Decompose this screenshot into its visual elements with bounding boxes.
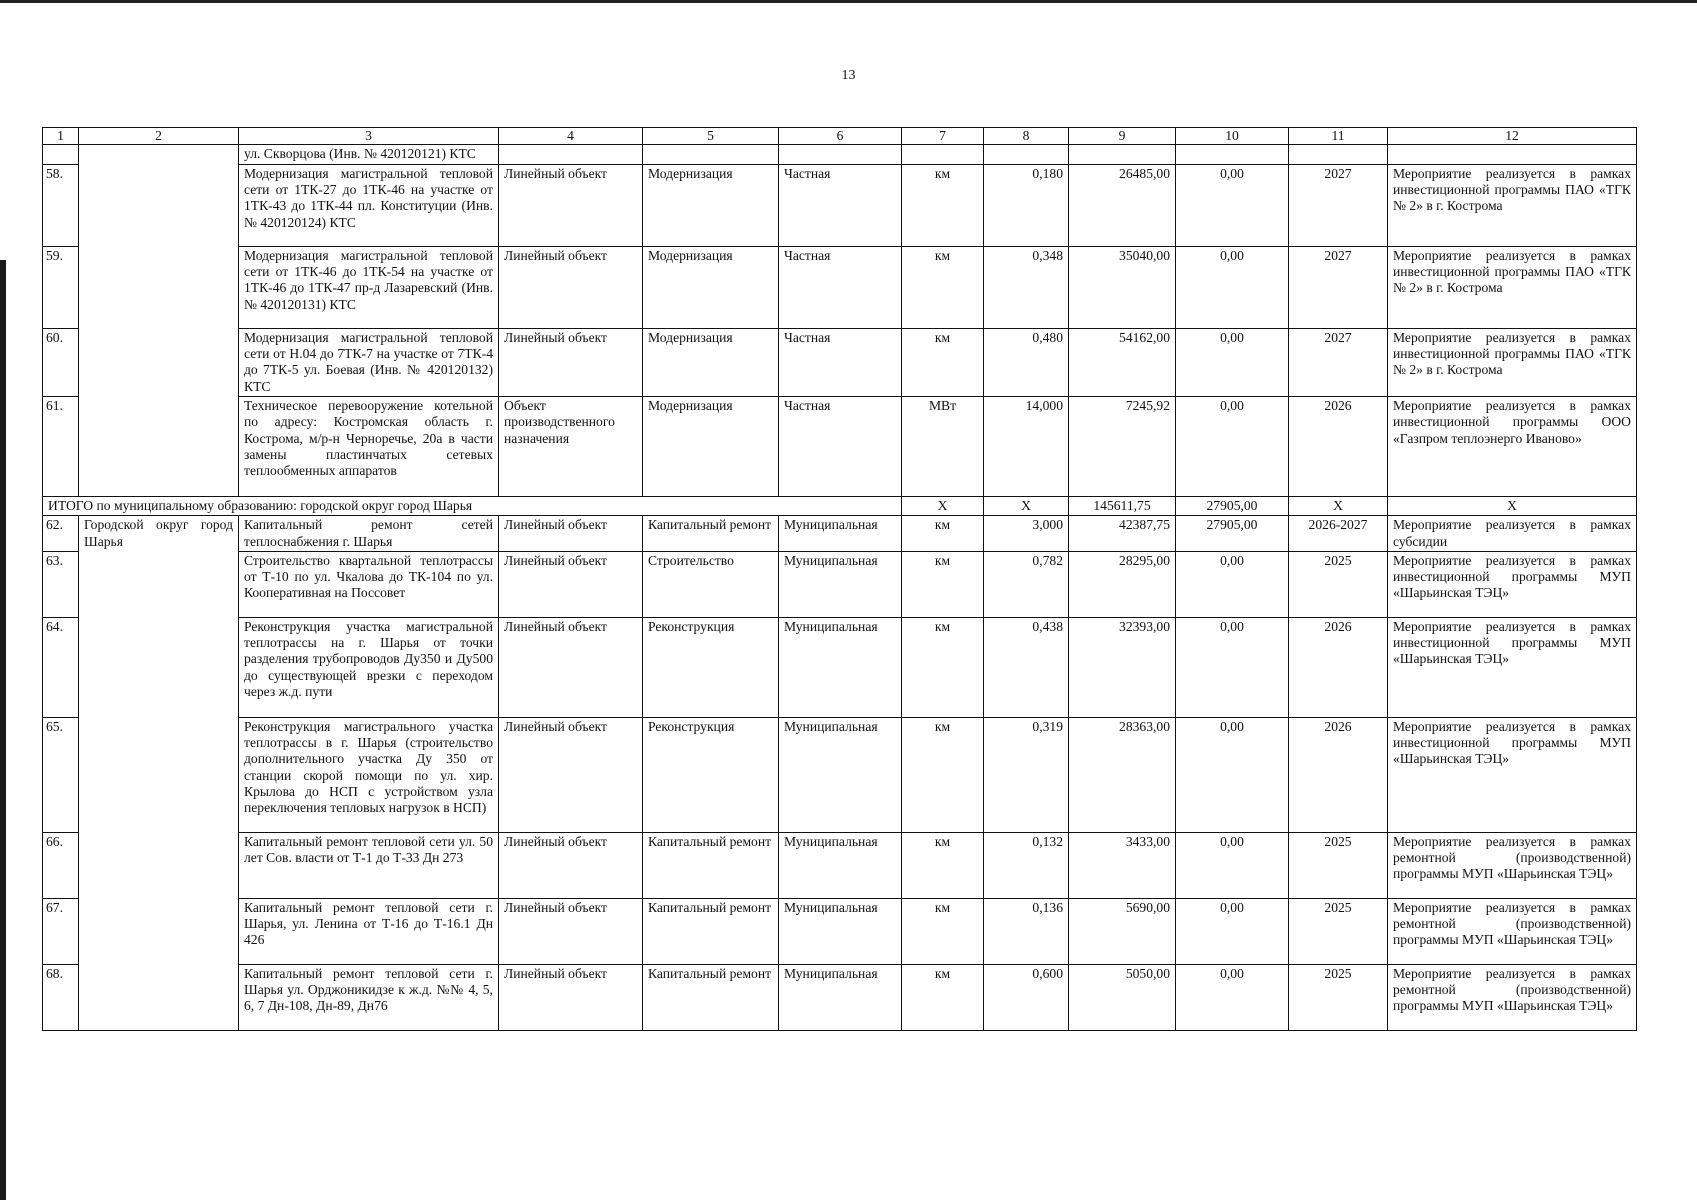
project-name: Модернизация магистральной тепловой сети от Н.04 до 7ТК-7 на участке от 7ТК-4 до 7ТК-5 ул. Боевая (Инв. № 420120132) КТС [239, 328, 499, 396]
row-number: 60. [43, 328, 79, 396]
project-name: Капитальный ремонт тепловой сети г. Шарья, ул. Ленина от Т-16 до Т-16.1 Дн 426 [239, 898, 499, 964]
quantity: 0,180 [984, 164, 1069, 246]
note: Мероприятие реализуется в рамках инвестиционной программы ПАО «ТГК № 2» в г. Кострома [1388, 164, 1637, 246]
table-row [43, 617, 1637, 717]
total-cost: 145611,75 [1069, 496, 1176, 515]
year: 2026-2027 [1289, 516, 1388, 552]
column-header: 11 [1289, 128, 1388, 145]
unit: км [902, 832, 984, 898]
project-name: Капитальный ремонт сетей теплоснабжения г. Шарья [239, 516, 499, 552]
quantity: 14,000 [984, 396, 1069, 496]
project-name: Строительство квартальной теплотрассы от Т-10 по ул. Чкалова до ТК-104 по ул. Кооперативная на Поссовет [239, 551, 499, 617]
object-type: Линейный объект [499, 516, 643, 552]
column-header: 7 [902, 128, 984, 145]
table-row [43, 396, 1637, 496]
cost: 28295,00 [1069, 551, 1176, 617]
column-number-row [43, 128, 1637, 145]
quantity: 0,319 [984, 717, 1069, 832]
row-number: 61. [43, 396, 79, 496]
quantity: 3,000 [984, 516, 1069, 552]
unit: км [902, 164, 984, 246]
object-type: Объект производственного назначения [499, 396, 643, 496]
work-type: Модернизация [643, 164, 779, 246]
cost: 26485,00 [1069, 164, 1176, 246]
object-type: Линейный объект [499, 551, 643, 617]
unit: км [902, 964, 984, 1030]
row-number: 65. [43, 717, 79, 832]
quantity: 0,480 [984, 328, 1069, 396]
table-row [43, 964, 1637, 1030]
cost: 5690,00 [1069, 898, 1176, 964]
column-header: 8 [984, 128, 1069, 145]
object-type: Линейный объект [499, 617, 643, 717]
table-row [43, 898, 1637, 964]
work-type: Капитальный ремонт [643, 832, 779, 898]
column-header: 1 [43, 128, 79, 145]
ownership: Муниципальная [779, 898, 902, 964]
column-header: 4 [499, 128, 643, 145]
note: Мероприятие реализуется в рамках ремонтной (производственной) программы МУП «Шарьинская ТЭЦ» [1388, 964, 1637, 1030]
project-name: Капитальный ремонт тепловой сети г. Шарья ул. Орджоникидзе к ж.д. №№ 4, 5, 6, 7 Дн-108, Дн-89, Дн76 [239, 964, 499, 1030]
table-row [43, 551, 1637, 617]
unit: км [902, 617, 984, 717]
cost: 32393,00 [1069, 617, 1176, 717]
row-number: 63. [43, 551, 79, 617]
work-type: Модернизация [643, 328, 779, 396]
quantity: 0,132 [984, 832, 1069, 898]
subsidy: 0,00 [1176, 832, 1289, 898]
cost [1069, 145, 1176, 164]
table-row [43, 328, 1637, 396]
ownership: Муниципальная [779, 832, 902, 898]
quantity: 0,136 [984, 898, 1069, 964]
total-unit: Х [902, 496, 984, 515]
quantity: 0,348 [984, 246, 1069, 328]
work-type: Капитальный ремонт [643, 964, 779, 1030]
project-name: Реконструкция участка магистральной теплотрассы на г. Шарья от точки разделения трубопроводов Ду350 и Ду500 до существующей врезки с переходом через ж.д. пути [239, 617, 499, 717]
object-type [499, 145, 643, 164]
year: 2025 [1289, 832, 1388, 898]
table-row [43, 145, 1637, 164]
column-header: 12 [1388, 128, 1637, 145]
note: Мероприятие реализуется в рамках инвестиционной программы МУП «Шарьинская ТЭЦ» [1388, 617, 1637, 717]
municipality-cell [79, 145, 239, 497]
total-label: ИТОГО по муниципальному образованию: городской округ город Шарья [43, 496, 902, 515]
row-number: 68. [43, 964, 79, 1030]
work-type: Реконструкция [643, 617, 779, 717]
year [1289, 145, 1388, 164]
unit: км [902, 328, 984, 396]
table-row [43, 164, 1637, 246]
scan-edge-top [0, 0, 1697, 3]
row-number [43, 145, 79, 164]
quantity: 0,438 [984, 617, 1069, 717]
year: 2026 [1289, 396, 1388, 496]
ownership: Муниципальная [779, 964, 902, 1030]
subsidy: 0,00 [1176, 328, 1289, 396]
note: Мероприятие реализуется в рамках инвестиционной программы ПАО «ТГК № 2» в г. Кострома [1388, 246, 1637, 328]
subsidy: 0,00 [1176, 396, 1289, 496]
unit: км [902, 551, 984, 617]
subsidy: 0,00 [1176, 551, 1289, 617]
object-type: Линейный объект [499, 717, 643, 832]
work-type: Модернизация [643, 246, 779, 328]
project-name: Капитальный ремонт тепловой сети ул. 50 лет Сов. власти от Т-1 до Т-33 Дн 273 [239, 832, 499, 898]
object-type: Линейный объект [499, 328, 643, 396]
row-number: 66. [43, 832, 79, 898]
ownership: Муниципальная [779, 551, 902, 617]
note: Мероприятие реализуется в рамках субсидии [1388, 516, 1637, 552]
subsidy: 0,00 [1176, 617, 1289, 717]
work-type: Капитальный ремонт [643, 898, 779, 964]
subsidy: 0,00 [1176, 246, 1289, 328]
subsidy: 0,00 [1176, 898, 1289, 964]
total-row [43, 496, 1637, 515]
table-row [43, 832, 1637, 898]
column-header: 6 [779, 128, 902, 145]
scan-edge-left [0, 260, 6, 1200]
row-number: 62. [43, 516, 79, 552]
total-subsidy: 27905,00 [1176, 496, 1289, 515]
cost: 54162,00 [1069, 328, 1176, 396]
ownership: Частная [779, 328, 902, 396]
project-name: Реконструкция магистрального участка теплотрассы в г. Шарья (строительство дополнительного участка Ду 350 от станции скорой помощи по ул. хир. Крылова до НСП с устройством узла переключения тепловых нагрузок в НСП) [239, 717, 499, 832]
year: 2026 [1289, 717, 1388, 832]
subsidy: 27905,00 [1176, 516, 1289, 552]
year: 2027 [1289, 246, 1388, 328]
project-name: ул. Скворцова (Инв. № 420120121) КТС [239, 145, 499, 164]
column-header: 5 [643, 128, 779, 145]
cost: 5050,00 [1069, 964, 1176, 1030]
project-name: Модернизация магистральной тепловой сети от 1ТК-27 до 1ТК-46 на участке от 1ТК-43 до 1ТК-44 пл. Конституции (Инв. № 420120124) КТС [239, 164, 499, 246]
subsidy: 0,00 [1176, 964, 1289, 1030]
year: 2027 [1289, 164, 1388, 246]
note: Мероприятие реализуется в рамках ремонтной (производственной) программы МУП «Шарьинская ТЭЦ» [1388, 898, 1637, 964]
year: 2025 [1289, 898, 1388, 964]
work-type: Строительство [643, 551, 779, 617]
column-header: 2 [79, 128, 239, 145]
total-year: Х [1289, 496, 1388, 515]
ownership: Частная [779, 396, 902, 496]
note [1388, 145, 1637, 164]
subsidy: 0,00 [1176, 717, 1289, 832]
subsidy: 0,00 [1176, 164, 1289, 246]
cost: 35040,00 [1069, 246, 1176, 328]
quantity: 0,600 [984, 964, 1069, 1030]
page-number: 13 [841, 68, 856, 83]
column-header: 9 [1069, 128, 1176, 145]
object-type: Линейный объект [499, 164, 643, 246]
ownership [779, 145, 902, 164]
year: 2027 [1289, 328, 1388, 396]
object-type: Линейный объект [499, 898, 643, 964]
year: 2026 [1289, 617, 1388, 717]
year: 2025 [1289, 551, 1388, 617]
work-type [643, 145, 779, 164]
unit: км [902, 246, 984, 328]
table-row [43, 246, 1637, 328]
project-name: Техническое перевооружение котельной по адресу: Костромская область г. Кострома, м/р-н Черноречье, 20а в части замены пластинчатых сетевых теплообменных аппаратов [239, 396, 499, 496]
table-row [43, 717, 1637, 832]
object-type: Линейный объект [499, 246, 643, 328]
column-header: 10 [1176, 128, 1289, 145]
cost: 7245,92 [1069, 396, 1176, 496]
note: Мероприятие реализуется в рамках инвестиционной программы ООО «Газпром теплоэнерго Иваново» [1388, 396, 1637, 496]
ownership: Частная [779, 164, 902, 246]
row-number: 58. [43, 164, 79, 246]
project-name: Модернизация магистральной тепловой сети от 1ТК-46 до 1ТК-54 на участке от 1ТК-46 до 1ТК-47 пр-д Лазаревский (Инв. № 420120131) КТС [239, 246, 499, 328]
total-note: Х [1388, 496, 1637, 515]
quantity: 0,782 [984, 551, 1069, 617]
ownership: Муниципальная [779, 717, 902, 832]
unit: км [902, 717, 984, 832]
investment-program-table [42, 127, 1637, 1031]
row-number: 67. [43, 898, 79, 964]
year: 2025 [1289, 964, 1388, 1030]
note: Мероприятие реализуется в рамках инвестиционной программы МУП «Шарьинская ТЭЦ» [1388, 551, 1637, 617]
municipality-name: Городской округ город Шарья [79, 516, 239, 1031]
unit: км [902, 898, 984, 964]
note: Мероприятие реализуется в рамках инвестиционной программы МУП «Шарьинская ТЭЦ» [1388, 717, 1637, 832]
total-quantity: Х [984, 496, 1069, 515]
cost: 3433,00 [1069, 832, 1176, 898]
row-number: 64. [43, 617, 79, 717]
quantity [984, 145, 1069, 164]
table-row [43, 516, 1637, 552]
ownership: Частная [779, 246, 902, 328]
unit [902, 145, 984, 164]
object-type: Линейный объект [499, 964, 643, 1030]
subsidy [1176, 145, 1289, 164]
unit: км [902, 516, 984, 552]
ownership: Муниципальная [779, 617, 902, 717]
cost: 28363,00 [1069, 717, 1176, 832]
column-header: 3 [239, 128, 499, 145]
note: Мероприятие реализуется в рамках инвестиционной программы ПАО «ТГК № 2» в г. Кострома [1388, 328, 1637, 396]
note: Мероприятие реализуется в рамках ремонтной (производственной) программы МУП «Шарьинская ТЭЦ» [1388, 832, 1637, 898]
work-type: Модернизация [643, 396, 779, 496]
unit: МВт [902, 396, 984, 496]
work-type: Реконструкция [643, 717, 779, 832]
ownership: Муниципальная [779, 516, 902, 552]
row-number: 59. [43, 246, 79, 328]
object-type: Линейный объект [499, 832, 643, 898]
work-type: Капитальный ремонт [643, 516, 779, 552]
cost: 42387,75 [1069, 516, 1176, 552]
